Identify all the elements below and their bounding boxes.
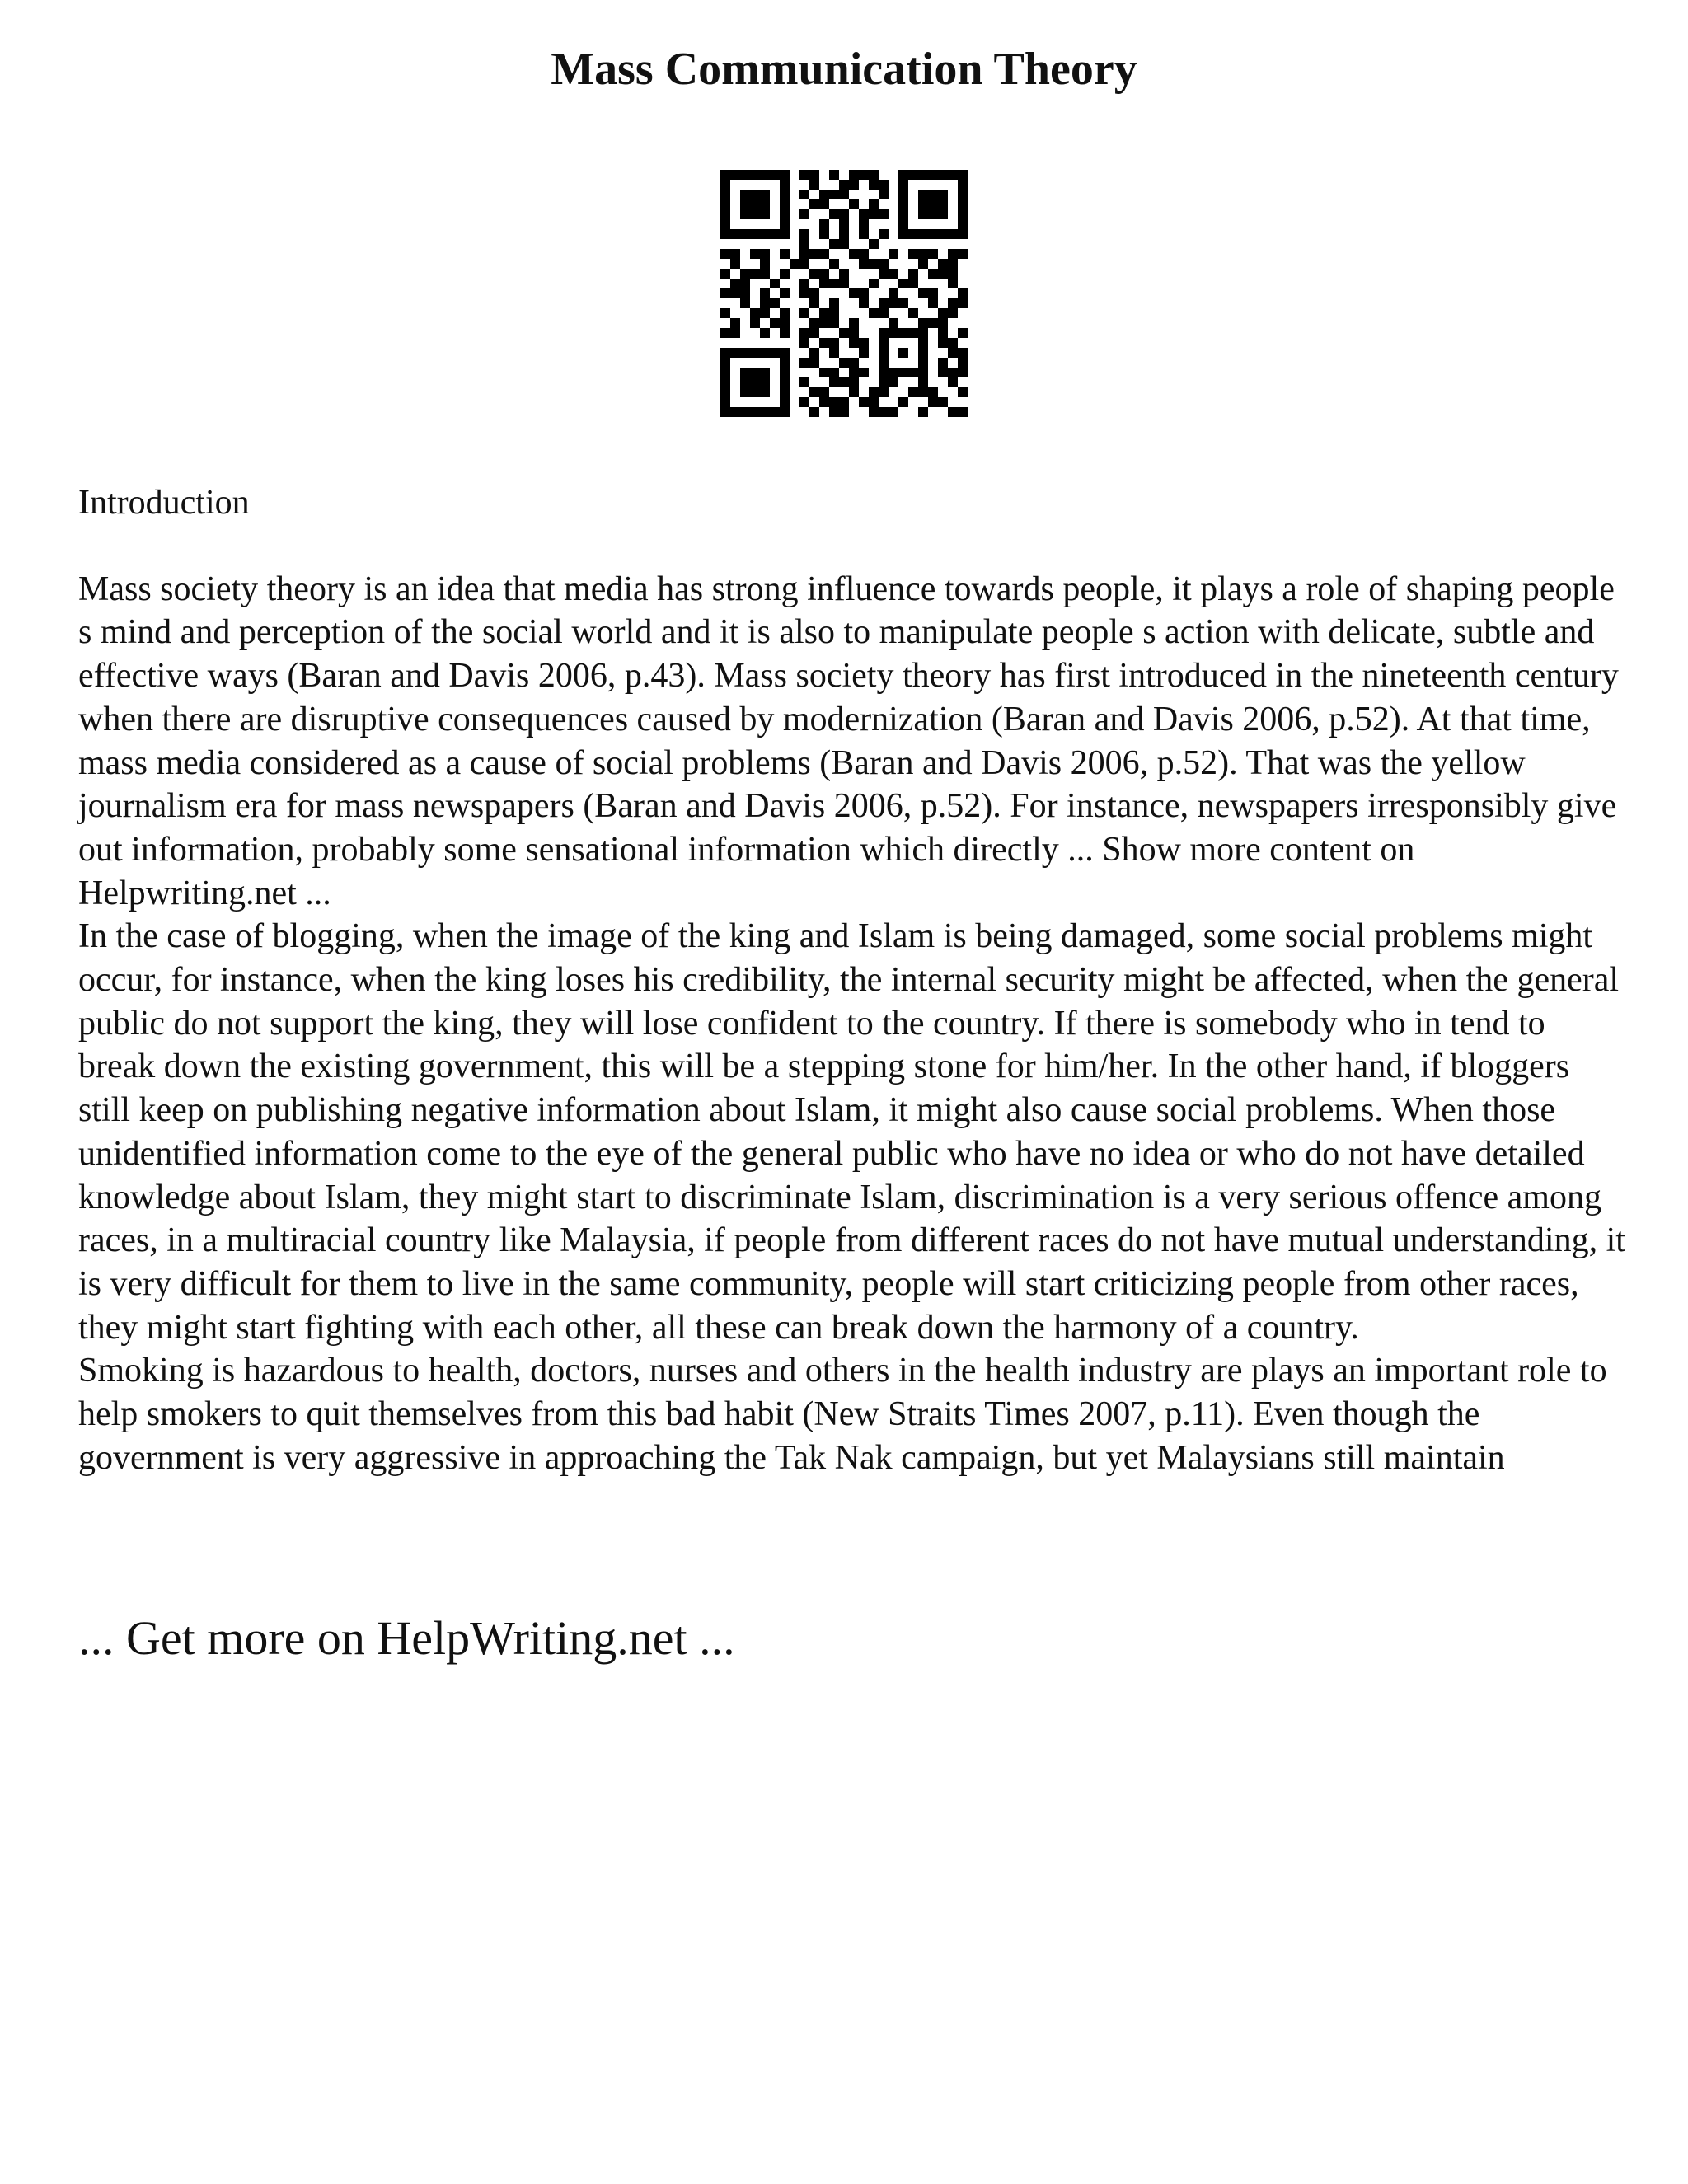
get-more-link[interactable]: ... Get more on HelpWriting.net ... xyxy=(78,1611,735,1665)
page-title: Mass Communication Theory xyxy=(551,44,1137,95)
qr-code-icon[interactable] xyxy=(720,170,968,417)
paragraph: Smoking is hazardous to health, doctors, nurses and others in the health industry are plays an important role to help smokers to quit themselves from this bad habit (New Straits Times 2007, p.11). Even though the government is very aggressive in approaching the Tak Nak campaign, but yet Malaysians still maintain xyxy=(78,1352,1607,1477)
section-heading: Introduction xyxy=(78,484,250,522)
document-body xyxy=(78,481,1628,1479)
paragraph: Mass society theory is an idea that media has strong influence towards people, it plays a role of shaping people s mind and perception of the social world and it is also to manipulate people s action with delicate, subtle and effective ways (Baran and Davis 2006, p.43). Mass society theory has first introduced in the nineteenth century when there are disruptive consequences caused by modernization (Baran and Davis 2006, p.52). At that time, mass media considered as a cause of social problems (Baran and Davis 2006, p.52). That was the yellow journalism era for mass newspapers (Baran and Davis 2006, p.52). For instance, newspapers irresponsibly give out information, probably some sensational information which directly ... Show more content on Helpwriting.net ... xyxy=(78,569,1619,912)
paragraph: In the case of blogging, when the image of the king and Islam is being damaged, some social problems might occur, for instance, when the king loses his credibility, the internal security might be affected, when the general public do not support the king, they will lose confident to the country. If there is somebody who in tend to break down the existing government, this will be a stepping stone for him/her. In the other hand, if bloggers still keep on publishing negative information about Islam, it might also cause social problems. When those unidentified information come to the eye of the general public who have no idea or who do not have detailed knowledge about Islam, they might start to discriminate Islam, discrimination is a very serious offence among races, in a multiracial country like Malaysia, if people from different races do not have mutual understanding, it is very difficult for them to live in the same community, people will start criticizing people from other races, they might start fighting with each other, all these can break down the harmony of a country. xyxy=(78,917,1625,1347)
